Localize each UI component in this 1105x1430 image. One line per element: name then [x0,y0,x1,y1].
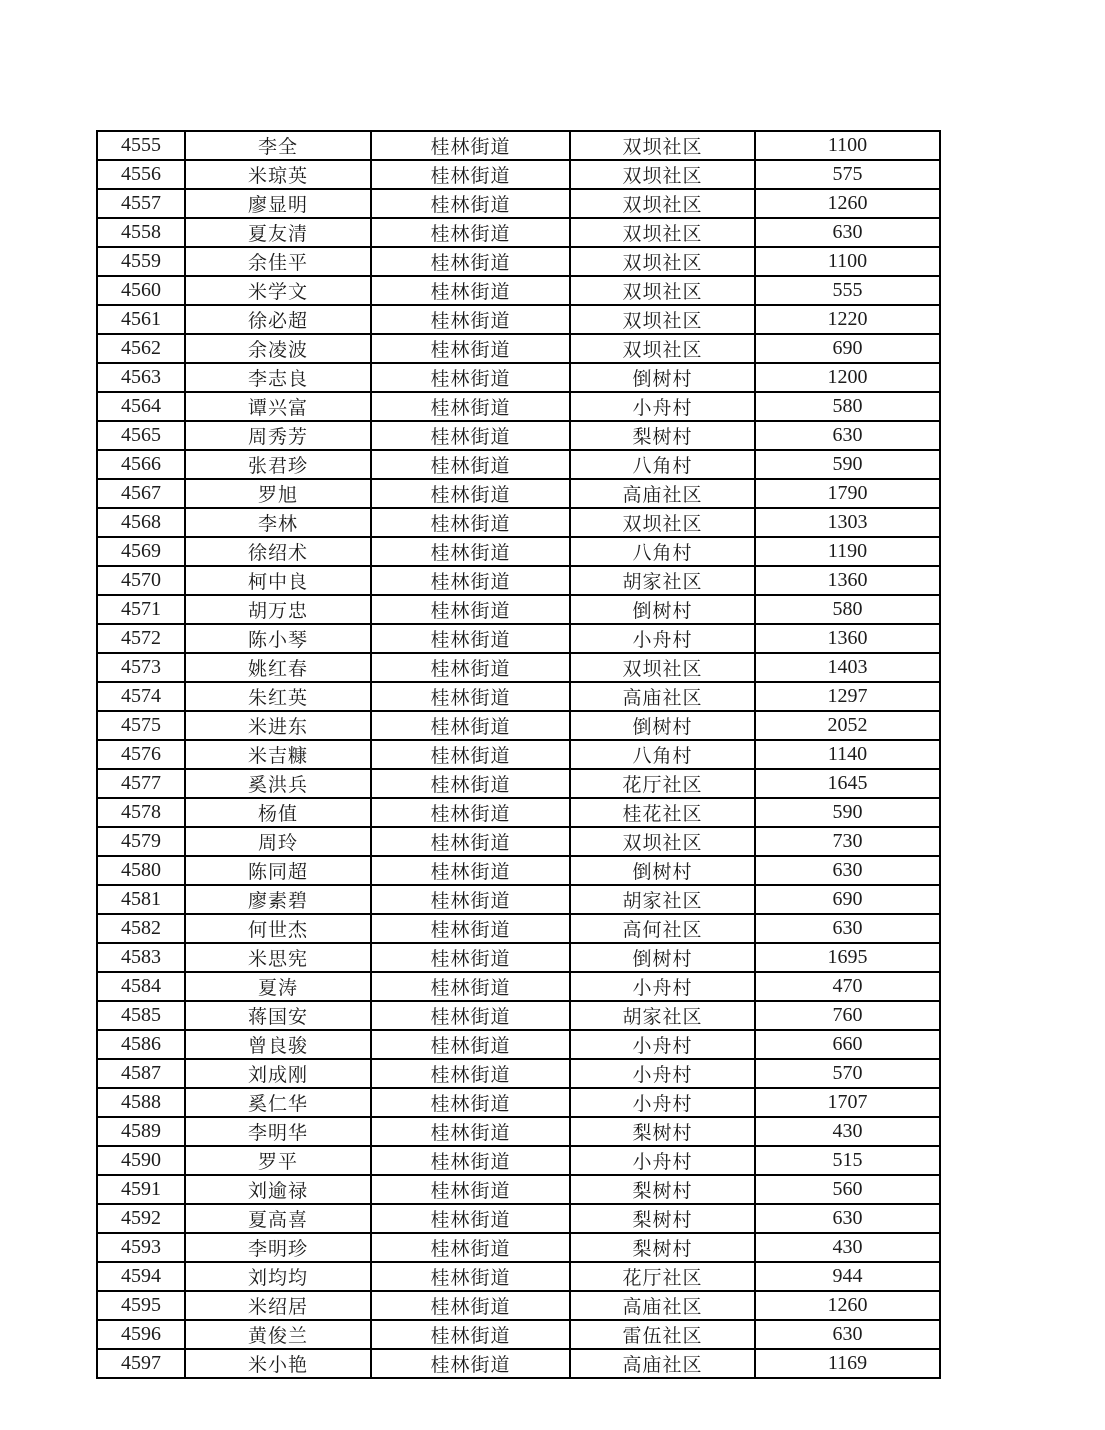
amount-cell: 555 [755,276,940,305]
street-cell: 桂林街道 [371,885,570,914]
row-id-cell: 4584 [97,972,185,1001]
name-cell: 张君珍 [185,450,371,479]
amount-cell: 630 [755,421,940,450]
community-cell: 梨树村 [570,1233,755,1262]
amount-cell: 1190 [755,537,940,566]
amount-cell: 1260 [755,189,940,218]
row-id-cell: 4578 [97,798,185,827]
table-row [97,1233,940,1262]
row-id-cell: 4590 [97,1146,185,1175]
table-row [97,1088,940,1117]
row-id-cell: 4563 [97,363,185,392]
amount-cell: 630 [755,914,940,943]
street-cell: 桂林街道 [371,305,570,334]
row-id-cell: 4572 [97,624,185,653]
amount-cell: 1169 [755,1349,940,1378]
name-cell: 谭兴富 [185,392,371,421]
community-cell: 高庙社区 [570,682,755,711]
amount-cell: 1360 [755,624,940,653]
row-id-cell: 4583 [97,943,185,972]
table-row [97,595,940,624]
name-cell: 陈同超 [185,856,371,885]
name-cell: 黄俊兰 [185,1320,371,1349]
street-cell: 桂林街道 [371,1262,570,1291]
row-id-cell: 4558 [97,218,185,247]
table-row [97,1059,940,1088]
table-row [97,1117,940,1146]
amount-cell: 1200 [755,363,940,392]
row-id-cell: 4557 [97,189,185,218]
name-cell: 李志良 [185,363,371,392]
amount-cell: 1260 [755,1291,940,1320]
name-cell: 余佳平 [185,247,371,276]
community-cell: 双坝社区 [570,827,755,856]
name-cell: 罗旭 [185,479,371,508]
amount-cell: 660 [755,1030,940,1059]
name-cell: 李林 [185,508,371,537]
community-cell: 胡家社区 [570,1001,755,1030]
amount-cell: 430 [755,1233,940,1262]
row-id-cell: 4580 [97,856,185,885]
table-row [97,885,940,914]
amount-cell: 580 [755,595,940,624]
community-cell: 倒树村 [570,595,755,624]
community-cell: 梨树村 [570,421,755,450]
table-row [97,711,940,740]
street-cell: 桂林街道 [371,537,570,566]
street-cell: 桂林街道 [371,247,570,276]
community-cell: 胡家社区 [570,885,755,914]
community-cell: 小舟村 [570,1088,755,1117]
amount-cell: 570 [755,1059,940,1088]
amount-cell: 580 [755,392,940,421]
row-id-cell: 4573 [97,653,185,682]
name-cell: 米吉糠 [185,740,371,769]
street-cell: 桂林街道 [371,1349,570,1378]
community-cell: 梨树村 [570,1117,755,1146]
street-cell: 桂林街道 [371,711,570,740]
name-cell: 李全 [185,131,371,160]
community-cell: 桂花社区 [570,798,755,827]
community-cell: 双坝社区 [570,334,755,363]
amount-cell: 1303 [755,508,940,537]
street-cell: 桂林街道 [371,798,570,827]
community-cell: 小舟村 [570,1030,755,1059]
name-cell: 米进东 [185,711,371,740]
row-id-cell: 4576 [97,740,185,769]
community-cell: 小舟村 [570,624,755,653]
amount-cell: 2052 [755,711,940,740]
table-row [97,740,940,769]
community-cell: 双坝社区 [570,508,755,537]
amount-cell: 1100 [755,247,940,276]
row-id-cell: 4561 [97,305,185,334]
community-cell: 倒树村 [570,711,755,740]
table-row [97,160,940,189]
table-row [97,769,940,798]
street-cell: 桂林街道 [371,363,570,392]
street-cell: 桂林街道 [371,189,570,218]
street-cell: 桂林街道 [371,1320,570,1349]
name-cell: 米琼英 [185,160,371,189]
table-row [97,537,940,566]
amount-cell: 760 [755,1001,940,1030]
name-cell: 夏涛 [185,972,371,1001]
amount-cell: 575 [755,160,940,189]
table-row [97,1349,940,1378]
row-id-cell: 4594 [97,1262,185,1291]
name-cell: 廖显明 [185,189,371,218]
name-cell: 曾良骏 [185,1030,371,1059]
row-id-cell: 4582 [97,914,185,943]
roster-table-body [97,131,940,1378]
row-id-cell: 4565 [97,421,185,450]
amount-cell: 1695 [755,943,940,972]
street-cell: 桂林街道 [371,160,570,189]
name-cell: 刘均均 [185,1262,371,1291]
community-cell: 雷伍社区 [570,1320,755,1349]
amount-cell: 1360 [755,566,940,595]
street-cell: 桂林街道 [371,827,570,856]
street-cell: 桂林街道 [371,1291,570,1320]
roster-table [96,130,941,1379]
table-row [97,479,940,508]
street-cell: 桂林街道 [371,972,570,1001]
street-cell: 桂林街道 [371,856,570,885]
table-row [97,218,940,247]
street-cell: 桂林街道 [371,769,570,798]
community-cell: 小舟村 [570,1059,755,1088]
amount-cell: 1140 [755,740,940,769]
name-cell: 李明华 [185,1117,371,1146]
row-id-cell: 4555 [97,131,185,160]
street-cell: 桂林街道 [371,1117,570,1146]
amount-cell: 1100 [755,131,940,160]
street-cell: 桂林街道 [371,595,570,624]
table-row [97,421,940,450]
street-cell: 桂林街道 [371,624,570,653]
community-cell: 梨树村 [570,1204,755,1233]
name-cell: 米小艳 [185,1349,371,1378]
community-cell: 倒树村 [570,363,755,392]
amount-cell: 1707 [755,1088,940,1117]
street-cell: 桂林街道 [371,653,570,682]
table-row [97,972,940,1001]
amount-cell: 515 [755,1146,940,1175]
community-cell: 双坝社区 [570,276,755,305]
row-id-cell: 4593 [97,1233,185,1262]
row-id-cell: 4568 [97,508,185,537]
street-cell: 桂林街道 [371,334,570,363]
amount-cell: 630 [755,218,940,247]
community-cell: 高庙社区 [570,479,755,508]
name-cell: 姚红春 [185,653,371,682]
community-cell: 高庙社区 [570,1291,755,1320]
community-cell: 双坝社区 [570,653,755,682]
community-cell: 双坝社区 [570,131,755,160]
street-cell: 桂林街道 [371,1030,570,1059]
community-cell: 双坝社区 [570,305,755,334]
name-cell: 徐必超 [185,305,371,334]
amount-cell: 1403 [755,653,940,682]
community-cell: 倒树村 [570,943,755,972]
name-cell: 米思宪 [185,943,371,972]
street-cell: 桂林街道 [371,914,570,943]
table-row [97,1204,940,1233]
table-row [97,653,940,682]
amount-cell: 560 [755,1175,940,1204]
community-cell: 八角村 [570,740,755,769]
amount-cell: 730 [755,827,940,856]
community-cell: 双坝社区 [570,160,755,189]
street-cell: 桂林街道 [371,421,570,450]
name-cell: 朱红英 [185,682,371,711]
street-cell: 桂林街道 [371,682,570,711]
row-id-cell: 4556 [97,160,185,189]
amount-cell: 630 [755,1204,940,1233]
table-row [97,363,940,392]
amount-cell: 590 [755,450,940,479]
name-cell: 胡万忠 [185,595,371,624]
community-cell: 高庙社区 [570,1349,755,1378]
amount-cell: 630 [755,1320,940,1349]
row-id-cell: 4588 [97,1088,185,1117]
row-id-cell: 4566 [97,450,185,479]
table-row [97,914,940,943]
street-cell: 桂林街道 [371,1146,570,1175]
street-cell: 桂林街道 [371,450,570,479]
table-row [97,247,940,276]
community-cell: 花厅社区 [570,1262,755,1291]
table-row [97,131,940,160]
name-cell: 米学文 [185,276,371,305]
row-id-cell: 4569 [97,537,185,566]
street-cell: 桂林街道 [371,1088,570,1117]
community-cell: 小舟村 [570,392,755,421]
row-id-cell: 4585 [97,1001,185,1030]
name-cell: 米绍居 [185,1291,371,1320]
amount-cell: 470 [755,972,940,1001]
street-cell: 桂林街道 [371,566,570,595]
row-id-cell: 4581 [97,885,185,914]
name-cell: 蒋国安 [185,1001,371,1030]
row-id-cell: 4587 [97,1059,185,1088]
row-id-cell: 4597 [97,1349,185,1378]
community-cell: 小舟村 [570,1146,755,1175]
row-id-cell: 4574 [97,682,185,711]
row-id-cell: 4591 [97,1175,185,1204]
table-row [97,566,940,595]
name-cell: 李明珍 [185,1233,371,1262]
community-cell: 小舟村 [570,972,755,1001]
row-id-cell: 4560 [97,276,185,305]
street-cell: 桂林街道 [371,740,570,769]
table-row [97,305,940,334]
name-cell: 何世杰 [185,914,371,943]
row-id-cell: 4589 [97,1117,185,1146]
community-cell: 梨树村 [570,1175,755,1204]
table-row [97,943,940,972]
row-id-cell: 4570 [97,566,185,595]
community-cell: 倒树村 [570,856,755,885]
name-cell: 柯中良 [185,566,371,595]
name-cell: 刘成刚 [185,1059,371,1088]
community-cell: 八角村 [570,450,755,479]
table-row [97,856,940,885]
table-row [97,1001,940,1030]
table-row [97,798,940,827]
community-cell: 八角村 [570,537,755,566]
name-cell: 徐绍术 [185,537,371,566]
table-row [97,1320,940,1349]
table-row [97,827,940,856]
table-row [97,450,940,479]
name-cell: 陈小琴 [185,624,371,653]
table-row [97,1291,940,1320]
street-cell: 桂林街道 [371,1059,570,1088]
street-cell: 桂林街道 [371,1233,570,1262]
community-cell: 双坝社区 [570,218,755,247]
street-cell: 桂林街道 [371,1001,570,1030]
name-cell: 奚洪兵 [185,769,371,798]
amount-cell: 944 [755,1262,940,1291]
amount-cell: 1220 [755,305,940,334]
street-cell: 桂林街道 [371,1204,570,1233]
name-cell: 刘逾禄 [185,1175,371,1204]
amount-cell: 690 [755,885,940,914]
name-cell: 周玲 [185,827,371,856]
row-id-cell: 4592 [97,1204,185,1233]
table-row [97,392,940,421]
name-cell: 廖素碧 [185,885,371,914]
name-cell: 周秀芳 [185,421,371,450]
row-id-cell: 4595 [97,1291,185,1320]
table-row [97,624,940,653]
name-cell: 夏友清 [185,218,371,247]
community-cell: 花厅社区 [570,769,755,798]
community-cell: 高何社区 [570,914,755,943]
table-row [97,682,940,711]
table-row [97,1175,940,1204]
row-id-cell: 4579 [97,827,185,856]
amount-cell: 590 [755,798,940,827]
table-row [97,508,940,537]
row-id-cell: 4571 [97,595,185,624]
street-cell: 桂林街道 [371,508,570,537]
row-id-cell: 4586 [97,1030,185,1059]
row-id-cell: 4562 [97,334,185,363]
street-cell: 桂林街道 [371,392,570,421]
amount-cell: 1297 [755,682,940,711]
community-cell: 胡家社区 [570,566,755,595]
street-cell: 桂林街道 [371,479,570,508]
row-id-cell: 4575 [97,711,185,740]
amount-cell: 630 [755,856,940,885]
name-cell: 余凌波 [185,334,371,363]
street-cell: 桂林街道 [371,1175,570,1204]
street-cell: 桂林街道 [371,943,570,972]
row-id-cell: 4559 [97,247,185,276]
table-row [97,334,940,363]
row-id-cell: 4567 [97,479,185,508]
community-cell: 双坝社区 [570,247,755,276]
name-cell: 奚仁华 [185,1088,371,1117]
street-cell: 桂林街道 [371,131,570,160]
amount-cell: 1790 [755,479,940,508]
table-row [97,276,940,305]
table-row [97,1262,940,1291]
table-row [97,1146,940,1175]
street-cell: 桂林街道 [371,276,570,305]
name-cell: 罗平 [185,1146,371,1175]
amount-cell: 1645 [755,769,940,798]
community-cell: 双坝社区 [570,189,755,218]
amount-cell: 690 [755,334,940,363]
table-row [97,189,940,218]
name-cell: 杨值 [185,798,371,827]
row-id-cell: 4564 [97,392,185,421]
street-cell: 桂林街道 [371,218,570,247]
amount-cell: 430 [755,1117,940,1146]
table-row [97,1030,940,1059]
row-id-cell: 4577 [97,769,185,798]
name-cell: 夏高喜 [185,1204,371,1233]
row-id-cell: 4596 [97,1320,185,1349]
